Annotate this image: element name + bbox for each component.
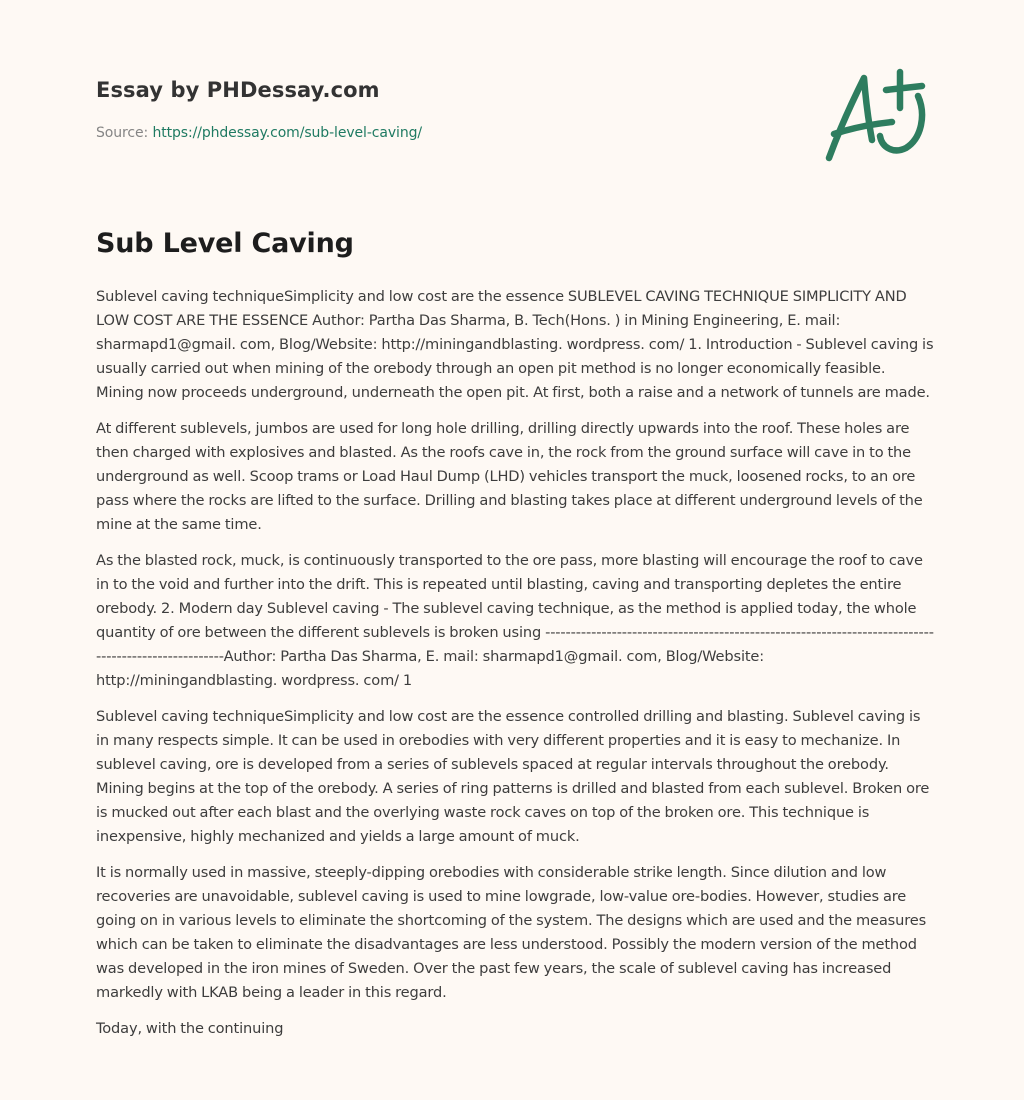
- essay-paragraph: At different sublevels, jumbos are used for long hole drilling, drilling directly upwards into the roof. These holes are then charged with explosives and blasted. As the roofs cave in, the rock from the ground surface will cave in to the underground as well. Scoop trams or Load Haul Dump (LHD) vehicles transport the muck, loosened rocks, to an ore pass where the rocks are lifted to the surface. Drilling and blasting takes place at different underground levels of the mine at the same time.: [96, 420, 923, 533]
- essay-body: [96, 285, 936, 1053]
- essay-paragraph: Sublevel caving techniqueSimplicity and low cost are the essence controlled drilling and blasting. Sublevel caving is in many respects simple. It can be used in orebodies with very different properties and it is easy to mechanize. In sublevel caving, ore is developed from a series of sublevels spaced at regular intervals throughout the orebody. Mining begins at the top of the orebody. A series of ring patterns is drilled and blasted from each sublevel. Broken ore is mucked out after each blast and the overlying waste rock caves on top of the broken ore. This technique is inexpensive, highly mechanized and yields a large amount of muck.: [96, 708, 930, 845]
- source-link[interactable]: https://phdessay.com/sub-level-caving/: [152, 125, 422, 141]
- page-header: [96, 76, 796, 143]
- essay-title: Sub Level Caving: [96, 228, 354, 259]
- essay-paragraph: Today, with the continuing: [96, 1020, 284, 1037]
- source-label: Source:: [96, 125, 153, 141]
- essay-paragraph: As the blasted rock, muck, is continuously transported to the ore pass, more blasting will encourage the roof to cave in to the void and further into the drift. This is repeated until blasting, caving and transporting depletes the entire orebody. 2. Modern day Sublevel caving - The sublevel caving technique, as the method is applied today, the whole quantity of ore between the different sublevels is broken using -----------------------------------------------------------------------------------------------------Author: Partha Das Sharma, E. mail: sharmapd1@gmail. com, Blog/Website: http://miningandblasting. wordpress. com/ 1: [96, 552, 934, 689]
- site-title: Essay by PHDessay.com: [96, 78, 380, 102]
- source-line: [96, 123, 796, 143]
- essay-paragraph: Sublevel caving techniqueSimplicity and low cost are the essence SUBLEVEL CAVING TECHNIQUE SIMPLICITY AND LOW COST ARE THE ESSENCE Author: Partha Das Sharma, B. Tech(Hons. ) in Mining Engineering, E. mail: sharmapd1@gmail. com, Blog/Website: http://miningandblasting. wordpress. com/ 1. Introduction - Sublevel caving is usually carried out when mining of the orebody through an open pit method is no longer economically feasible. Mining now proceeds underground, underneath the open pit. At first, both a raise and a network of tunnels are made.: [96, 288, 934, 401]
- a-plus-grade-icon: [822, 66, 932, 166]
- essay-paragraph: It is normally used in massive, steeply-dipping orebodies with considerable strike length. Since dilution and low recoveries are unavoidable, sublevel caving is used to mine lowgrade, low-value ore-bodies. However, studies are going on in various levels to eliminate the shortcoming of the system. The designs which are used and the measures which can be taken to eliminate the disadvantages are less understood. Possibly the modern version of the method was developed in the iron mines of Sweden. Over the past few years, the scale of sublevel caving has increased markedly with LKAB being a leader in this regard.: [96, 864, 927, 1001]
